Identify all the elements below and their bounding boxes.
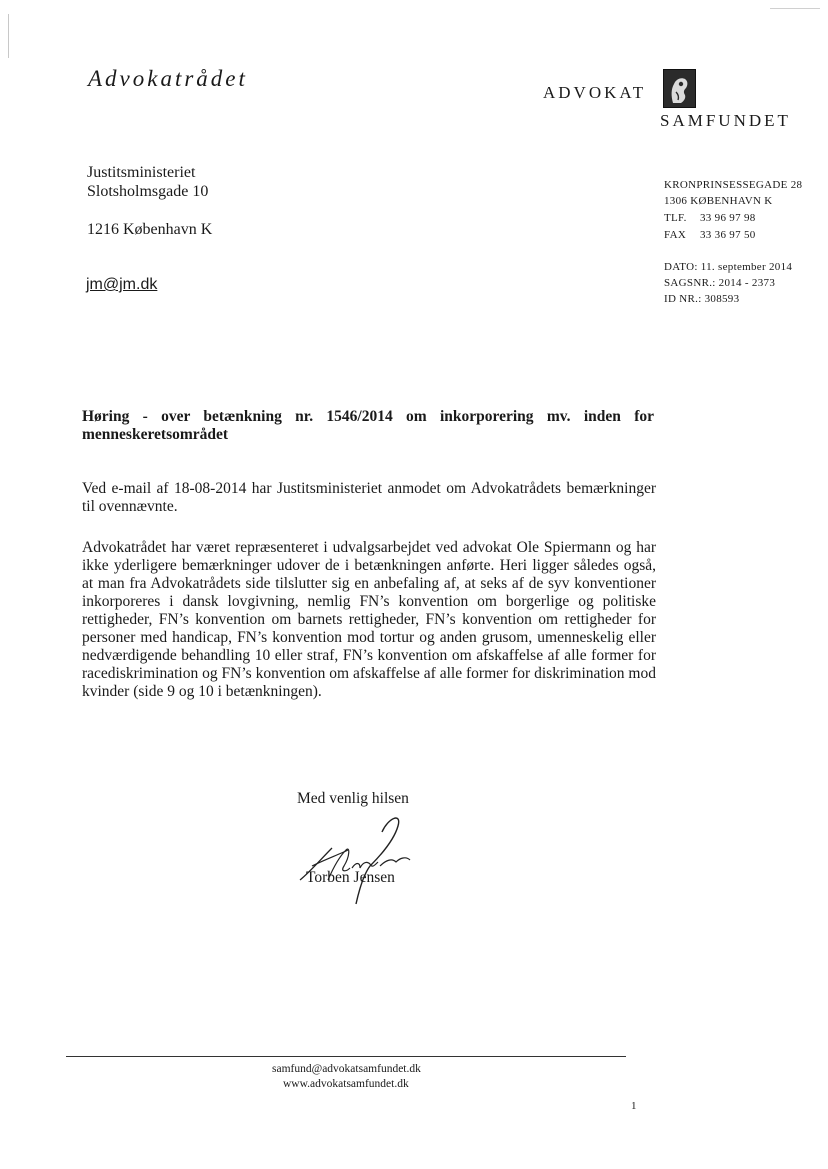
sender-city: 1306 KØBENHAVN K <box>664 195 773 207</box>
advokatsamfundet-logo-icon <box>663 69 696 108</box>
body-paragraph-2: Advokatrådet har været repræsenteret i udvalgsarbejdet ved advokat Ole Spiermann og har ikke yderligere bemærkninger udover de i betænkningen anførte. Heri ligger således også, at man fra Advokatrådets side tilslutter sig en anbefaling af, at seks af de syv konventioner inkorporeres i dansk lovgivning, nemlig FN’s konvention om borgerlige og politiske rettigheder, FN’s konvention om barnets rettigheder, FN’s konvention om rettigheder for personer med handicap, FN’s konvention mod tortur og anden grusom, umenneskelig eller nedværdigende behandling 10 eller straf, FN’s konvention om afskaffelse af alle former for racediskrimination og FN’s konvention om afskaffelse af alle former for diskrimination mod kvinder (side 9 og 10 i betænkningen). <box>82 539 656 700</box>
fax-label: FAX <box>664 229 687 241</box>
footer-website-link[interactable]: www.advokatsamfundet.dk <box>283 1078 409 1090</box>
scan-edge-mark <box>8 14 9 58</box>
sender-fax <box>664 228 756 242</box>
closing-greeting: Med venlig hilsen <box>297 790 409 807</box>
page-number: 1 <box>631 1100 637 1112</box>
brand-line-2: SAMFUNDET <box>660 111 791 130</box>
scan-corner-mark <box>770 8 820 9</box>
id-number: ID NR.: 308593 <box>664 293 740 305</box>
footer-email-link[interactable]: samfund@advokatsamfundet.dk <box>272 1063 421 1075</box>
phone-label: TLF. <box>664 212 687 224</box>
sender-phone <box>664 211 756 225</box>
recipient-city: 1216 København K <box>87 221 213 238</box>
sender-street: KRONPRINSESSEGADE 28 <box>664 179 803 191</box>
phone-number: 33 96 97 98 <box>700 212 756 224</box>
body-paragraph-1: Ved e-mail af 18-08-2014 har Justitsministeriet anmodet om Advokatrådets bemærkninger til ovennævnte. <box>82 480 656 515</box>
recipient-email-link[interactable]: jm@jm.dk <box>86 276 158 293</box>
footer-divider <box>66 1056 626 1057</box>
case-number: SAGSNR.: 2014 - 2373 <box>664 277 776 289</box>
handwritten-signature <box>290 810 430 915</box>
letter-date: DATO: 11. september 2014 <box>664 261 793 273</box>
recipient-name: Justitsministeriet <box>87 164 196 181</box>
fax-number: 33 36 97 50 <box>700 229 756 241</box>
subject-heading: Høring - over betænkning nr. 1546/2014 om inkorporering mv. inden for menneskeretsområdet <box>82 408 654 443</box>
recipient-street: Slotsholmsgade 10 <box>87 183 209 200</box>
brand-line-1: ADVOKAT <box>543 83 647 102</box>
signer-name: Torben Jensen <box>306 869 395 886</box>
council-name: Advokatrådet <box>88 66 248 91</box>
